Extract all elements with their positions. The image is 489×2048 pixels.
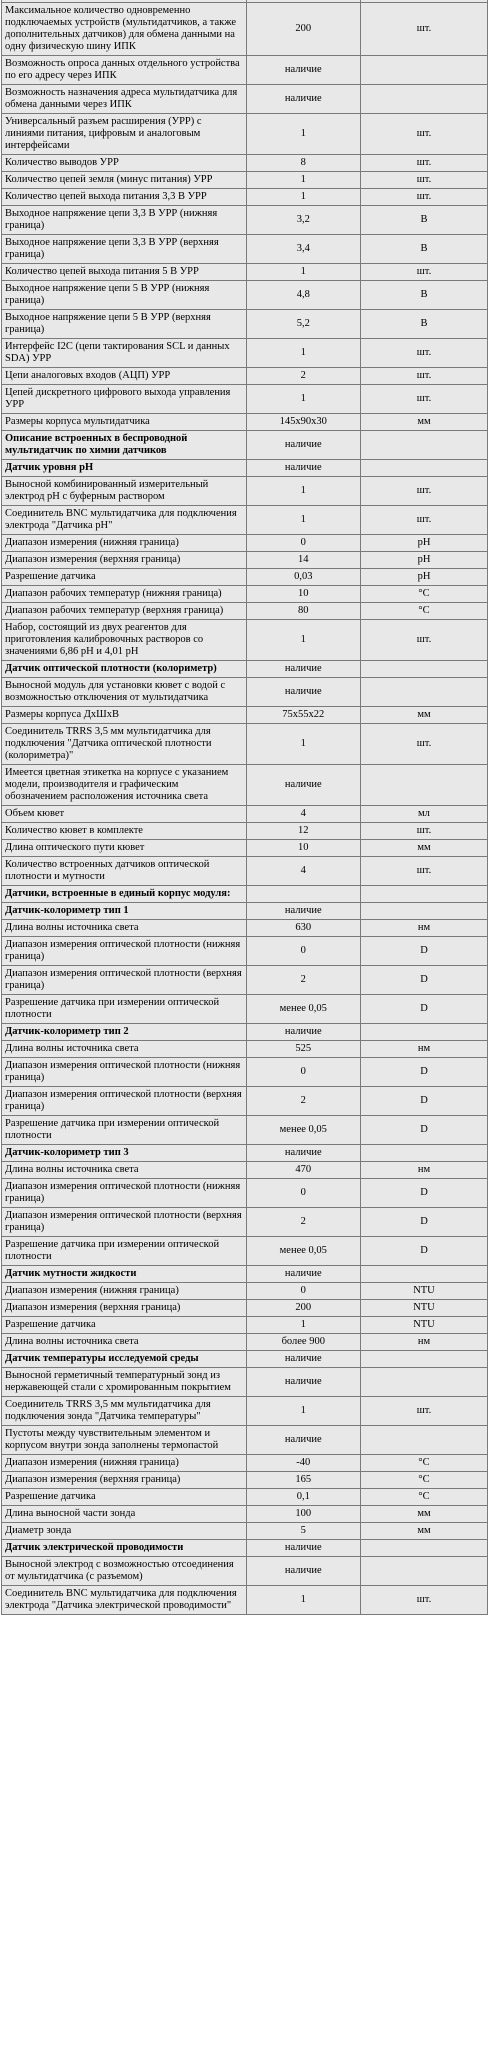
spec-row <box>2 56 488 85</box>
spec-value-cell: наличие <box>246 903 360 920</box>
spec-name-cell: Выносной герметичный температурный зонд из нержавеющей стали с хромированным покрытием <box>2 1368 247 1397</box>
spec-row <box>2 806 488 823</box>
spec-row <box>2 1455 488 1472</box>
spec-row <box>2 1237 488 1266</box>
section-row <box>2 1540 488 1557</box>
spec-unit-cell: мм <box>360 414 487 431</box>
spec-value-cell: 1 <box>246 620 360 661</box>
spec-row <box>2 339 488 368</box>
spec-value-cell: 1 <box>246 114 360 155</box>
spec-row <box>2 506 488 535</box>
spec-name-cell: Выносной модуль для установки кювет с водой с возможностью отключения от мультидатчика <box>2 678 247 707</box>
spec-row <box>2 172 488 189</box>
spec-name-cell: Датчики, встроенные в единый корпус модуля: <box>2 886 247 903</box>
spec-row <box>2 1058 488 1087</box>
spec-row <box>2 535 488 552</box>
spec-name-cell: Датчик-колориметр тип 2 <box>2 1024 247 1041</box>
spec-value-cell: 2 <box>246 966 360 995</box>
spec-unit-cell: нм <box>360 1334 487 1351</box>
spec-row <box>2 552 488 569</box>
spec-unit-cell: шт. <box>360 114 487 155</box>
spec-row <box>2 1300 488 1317</box>
spec-unit-cell: шт. <box>360 1586 487 1615</box>
spec-value-cell: 2 <box>246 368 360 385</box>
spec-name-cell: Выходное напряжение цепи 3,3 В УРР (верхняя граница) <box>2 235 247 264</box>
spec-value-cell: 2 <box>246 1087 360 1116</box>
spec-value-cell: наличие <box>246 1557 360 1586</box>
spec-name-cell: Возможность назначения адреса мультидатчика для обмена данными через ИПК <box>2 85 247 114</box>
spec-value-cell: 4 <box>246 806 360 823</box>
spec-row <box>2 206 488 235</box>
spec-row <box>2 765 488 806</box>
spec-value-cell: наличие <box>246 431 360 460</box>
spec-row <box>2 1557 488 1586</box>
spec-unit-cell: шт. <box>360 172 487 189</box>
spec-value-cell: 145х90х30 <box>246 414 360 431</box>
spec-row <box>2 1087 488 1116</box>
spec-row <box>2 1179 488 1208</box>
spec-row <box>2 1489 488 1506</box>
spec-unit-cell <box>360 1557 487 1586</box>
spec-name-cell: Возможность опроса данных отдельного устройства по его адресу через ИПК <box>2 56 247 85</box>
spec-name-cell: Количество цепей выхода питания 3,3 В УРР <box>2 189 247 206</box>
spec-unit-cell: D <box>360 1087 487 1116</box>
spec-row <box>2 603 488 620</box>
spec-name-cell: Диапазон рабочих температур (верхняя граница) <box>2 603 247 620</box>
spec-value-cell: наличие <box>246 1426 360 1455</box>
spec-value-cell: 1 <box>246 724 360 765</box>
spec-name-cell: Длина выносной части зонда <box>2 1506 247 1523</box>
spec-name-cell: Количество цепей выхода питания 5 В УРР <box>2 264 247 281</box>
spec-table-body <box>2 0 488 1615</box>
spec-unit-cell: шт. <box>360 620 487 661</box>
spec-name-cell: Соединитель TRRS 3,5 мм мультидатчика для подключения зонда "Датчика температуры" <box>2 1397 247 1426</box>
spec-row <box>2 1283 488 1300</box>
spec-name-cell: Диапазон измерения (верхняя граница) <box>2 1300 247 1317</box>
spec-unit-cell: шт. <box>360 264 487 281</box>
spec-name-cell: Длина волны источника света <box>2 1041 247 1058</box>
section-row <box>2 886 488 903</box>
spec-row <box>2 707 488 724</box>
spec-name-cell: Разрешение датчика <box>2 569 247 586</box>
spec-name-cell: Разрешение датчика при измерении оптической плотности <box>2 1116 247 1145</box>
spec-unit-cell <box>360 1145 487 1162</box>
spec-unit-cell: мм <box>360 707 487 724</box>
spec-unit-cell <box>360 903 487 920</box>
spec-unit-cell <box>360 1426 487 1455</box>
spec-name-cell: Соединитель TRRS 3,5 мм мультидатчика для подключения "Датчика оптической плотности (колориметра)" <box>2 724 247 765</box>
spec-unit-cell: шт. <box>360 857 487 886</box>
spec-value-cell: 1 <box>246 189 360 206</box>
spec-value-cell: 1 <box>246 385 360 414</box>
spec-value-cell: 1 <box>246 1586 360 1615</box>
spec-value-cell: 80 <box>246 603 360 620</box>
spec-unit-cell <box>360 886 487 903</box>
spec-name-cell: Диапазон рабочих температур (нижняя граница) <box>2 586 247 603</box>
spec-row <box>2 281 488 310</box>
spec-row <box>2 1397 488 1426</box>
spec-unit-cell: D <box>360 1116 487 1145</box>
spec-name-cell: Длина волны источника света <box>2 1162 247 1179</box>
spec-name-cell: Выходное напряжение цепи 5 В УРР (верхняя граница) <box>2 310 247 339</box>
spec-unit-cell: шт. <box>360 823 487 840</box>
spec-name-cell: Датчик-колориметр тип 1 <box>2 903 247 920</box>
spec-row <box>2 1586 488 1615</box>
spec-unit-cell: шт. <box>360 368 487 385</box>
spec-name-cell: Разрешение датчика при измерении оптической плотности <box>2 995 247 1024</box>
spec-row <box>2 1162 488 1179</box>
spec-name-cell: Диапазон измерения (нижняя граница) <box>2 1283 247 1300</box>
spec-name-cell: Диапазон измерения оптической плотности (верхняя граница) <box>2 1087 247 1116</box>
spec-name-cell: Количество выводов УРР <box>2 155 247 172</box>
spec-name-cell: Размеры корпуса мультидатчика <box>2 414 247 431</box>
spec-unit-cell: шт. <box>360 155 487 172</box>
spec-value-cell: наличие <box>246 1145 360 1162</box>
spec-value-cell <box>246 886 360 903</box>
spec-row <box>2 920 488 937</box>
spec-value-cell: 0 <box>246 937 360 966</box>
spec-unit-cell: шт. <box>360 724 487 765</box>
spec-row <box>2 3 488 56</box>
spec-name-cell: Цепи аналоговых входов (АЦП) УРР <box>2 368 247 385</box>
spec-value-cell: более 900 <box>246 1334 360 1351</box>
spec-name-cell: Диапазон измерения (верхняя граница) <box>2 552 247 569</box>
spec-name-cell: Выносной комбинированный измерительный электрод pH с буферным раствором <box>2 477 247 506</box>
spec-unit-cell: нм <box>360 1041 487 1058</box>
spec-value-cell: 0 <box>246 535 360 552</box>
spec-row <box>2 937 488 966</box>
spec-value-cell: наличие <box>246 1540 360 1557</box>
spec-value-cell: 8 <box>246 155 360 172</box>
spec-row <box>2 114 488 155</box>
spec-row <box>2 264 488 281</box>
spec-unit-cell <box>360 1368 487 1397</box>
spec-value-cell: 0,1 <box>246 1489 360 1506</box>
spec-unit-cell: D <box>360 966 487 995</box>
spec-value-cell: 75х55х22 <box>246 707 360 724</box>
spec-row <box>2 1334 488 1351</box>
spec-unit-cell: D <box>360 1058 487 1087</box>
spec-unit-cell: D <box>360 937 487 966</box>
spec-unit-cell: В <box>360 281 487 310</box>
spec-name-cell: Набор, состоящий из двух реагентов для приготовления калибровочных растворов со значениями 6,86 pH и 4,01 pH <box>2 620 247 661</box>
spec-row <box>2 1116 488 1145</box>
spec-row <box>2 235 488 264</box>
spec-unit-cell <box>360 431 487 460</box>
spec-value-cell: менее 0,05 <box>246 995 360 1024</box>
spec-name-cell: Датчик электрической проводимости <box>2 1540 247 1557</box>
spec-value-cell: 4,8 <box>246 281 360 310</box>
spec-value-cell: 1 <box>246 506 360 535</box>
spec-name-cell: Соединитель BNC мультидатчика для подключения электрода "Датчика электрической проводимости" <box>2 1586 247 1615</box>
spec-row <box>2 995 488 1024</box>
spec-unit-cell: нм <box>360 920 487 937</box>
spec-name-cell: Имеется цветная этикетка на корпусе с указанием модели, производителя и графическим обозначением расположения источника света <box>2 765 247 806</box>
spec-value-cell: 12 <box>246 823 360 840</box>
spec-unit-cell <box>360 56 487 85</box>
spec-name-cell: Выносной электрод с возможностью отсоединения от мультидатчика (с разъемом) <box>2 1557 247 1586</box>
spec-name-cell: Длина волны источника света <box>2 920 247 937</box>
spec-value-cell: 630 <box>246 920 360 937</box>
spec-value-cell: 1 <box>246 1397 360 1426</box>
spec-value-cell: 525 <box>246 1041 360 1058</box>
spec-unit-cell: В <box>360 235 487 264</box>
section-row <box>2 1351 488 1368</box>
spec-unit-cell: шт. <box>360 506 487 535</box>
spec-name-cell: Объем кювет <box>2 806 247 823</box>
spec-unit-cell: шт. <box>360 477 487 506</box>
spec-value-cell: 0,03 <box>246 569 360 586</box>
spec-unit-cell: мл <box>360 806 487 823</box>
spec-value-cell: 200 <box>246 3 360 56</box>
spec-row <box>2 823 488 840</box>
spec-name-cell: Разрешение датчика <box>2 1489 247 1506</box>
spec-name-cell: Диапазон измерения оптической плотности (верхняя граница) <box>2 966 247 995</box>
spec-row <box>2 1041 488 1058</box>
spec-name-cell: Пустоты между чувствительным элементом и корпусом внутри зонда заполнены термопастой <box>2 1426 247 1455</box>
spec-name-cell: Диапазон измерения (нижняя граница) <box>2 535 247 552</box>
spec-value-cell: 4 <box>246 857 360 886</box>
spec-unit-cell: °С <box>360 586 487 603</box>
spec-name-cell: Выходное напряжение цепи 3,3 В УРР (нижняя граница) <box>2 206 247 235</box>
spec-unit-cell: мм <box>360 1506 487 1523</box>
spec-name-cell: Количество встроенных датчиков оптической плотности и мутности <box>2 857 247 886</box>
spec-unit-cell: нм <box>360 1162 487 1179</box>
spec-name-cell: Датчик мутности жидкости <box>2 1266 247 1283</box>
spec-value-cell: 14 <box>246 552 360 569</box>
spec-name-cell: Датчик-колориметр тип 3 <box>2 1145 247 1162</box>
spec-unit-cell <box>360 460 487 477</box>
spec-row <box>2 368 488 385</box>
spec-name-cell: Датчик оптической плотности (колориметр) <box>2 661 247 678</box>
spec-row <box>2 1208 488 1237</box>
spec-name-cell: Датчик уровня pH <box>2 460 247 477</box>
spec-row <box>2 477 488 506</box>
spec-unit-cell <box>360 661 487 678</box>
spec-name-cell: Количество кювет в комплекте <box>2 823 247 840</box>
spec-value-cell: 5,2 <box>246 310 360 339</box>
spec-unit-cell: pH <box>360 569 487 586</box>
spec-name-cell: Цепей дискретного цифрового выхода управления УРР <box>2 385 247 414</box>
spec-unit-cell: NTU <box>360 1283 487 1300</box>
spec-row <box>2 1523 488 1540</box>
spec-unit-cell <box>360 678 487 707</box>
section-row <box>2 661 488 678</box>
spec-value-cell: наличие <box>246 85 360 114</box>
spec-value-cell: 10 <box>246 586 360 603</box>
spec-name-cell: Универсальный разъем расширения (УРР) с линиями питания, цифровым и аналоговым интерфейсами <box>2 114 247 155</box>
spec-value-cell: наличие <box>246 460 360 477</box>
spec-value-cell: 100 <box>246 1506 360 1523</box>
spec-unit-cell: шт. <box>360 3 487 56</box>
spec-value-cell: 3,2 <box>246 206 360 235</box>
spec-value-cell: наличие <box>246 661 360 678</box>
spec-name-cell: Выходное напряжение цепи 5 В УРР (нижняя граница) <box>2 281 247 310</box>
spec-unit-cell: D <box>360 1179 487 1208</box>
spec-value-cell: 0 <box>246 1058 360 1087</box>
spec-name-cell: Диаметр зонда <box>2 1523 247 1540</box>
spec-value-cell: 1 <box>246 477 360 506</box>
spec-unit-cell: °С <box>360 1455 487 1472</box>
section-row <box>2 903 488 920</box>
spec-value-cell: наличие <box>246 678 360 707</box>
spec-row <box>2 678 488 707</box>
spec-row <box>2 857 488 886</box>
spec-value-cell: менее 0,05 <box>246 1237 360 1266</box>
spec-unit-cell <box>360 1266 487 1283</box>
spec-unit-cell <box>360 1024 487 1041</box>
spec-row <box>2 310 488 339</box>
spec-name-cell: Диапазон измерения (нижняя граница) <box>2 1455 247 1472</box>
spec-unit-cell: D <box>360 1237 487 1266</box>
spec-value-cell: 1 <box>246 172 360 189</box>
spec-table <box>1 0 488 1615</box>
spec-unit-cell: D <box>360 1208 487 1237</box>
spec-unit-cell: мм <box>360 840 487 857</box>
spec-row <box>2 1506 488 1523</box>
spec-row <box>2 385 488 414</box>
spec-unit-cell <box>360 1351 487 1368</box>
spec-name-cell: Соединитель BNC мультидатчика для подключения электрода "Датчика pH" <box>2 506 247 535</box>
spec-unit-cell: В <box>360 206 487 235</box>
spec-row <box>2 1472 488 1489</box>
spec-unit-cell: D <box>360 995 487 1024</box>
spec-name-cell: Диапазон измерения (верхняя граница) <box>2 1472 247 1489</box>
spec-value-cell: 200 <box>246 1300 360 1317</box>
spec-unit-cell <box>360 1540 487 1557</box>
spec-row <box>2 724 488 765</box>
spec-value-cell: наличие <box>246 765 360 806</box>
section-row <box>2 1266 488 1283</box>
spec-name-cell: Количество цепей земля (минус питания) УРР <box>2 172 247 189</box>
spec-row <box>2 586 488 603</box>
spec-unit-cell: °С <box>360 1489 487 1506</box>
spec-unit-cell: мм <box>360 1523 487 1540</box>
spec-value-cell: -40 <box>246 1455 360 1472</box>
spec-row <box>2 1426 488 1455</box>
spec-value-cell: 165 <box>246 1472 360 1489</box>
spec-value-cell: наличие <box>246 1368 360 1397</box>
spec-unit-cell: шт. <box>360 1397 487 1426</box>
spec-name-cell: Датчик температуры исследуемой среды <box>2 1351 247 1368</box>
spec-row <box>2 569 488 586</box>
spec-value-cell: 0 <box>246 1179 360 1208</box>
spec-value-cell: наличие <box>246 56 360 85</box>
spec-value-cell: 470 <box>246 1162 360 1179</box>
spec-value-cell: 5 <box>246 1523 360 1540</box>
spec-unit-cell: pH <box>360 552 487 569</box>
spec-unit-cell: pH <box>360 535 487 552</box>
spec-value-cell: 1 <box>246 339 360 368</box>
spec-row <box>2 1317 488 1334</box>
spec-name-cell: Интерфейс I2C (цепи тактирования SCL и данных SDA) УРР <box>2 339 247 368</box>
spec-unit-cell: NTU <box>360 1300 487 1317</box>
spec-unit-cell: шт. <box>360 385 487 414</box>
section-row <box>2 460 488 477</box>
spec-name-cell: Максимальное количество одновременно подключаемых устройств (мультидатчиков, а также дополнительных датчиков) для обмена данными на одну физическую шину ИПК <box>2 3 247 56</box>
spec-unit-cell <box>360 85 487 114</box>
spec-row <box>2 966 488 995</box>
spec-name-cell: Диапазон измерения оптической плотности (верхняя граница) <box>2 1208 247 1237</box>
spec-name-cell: Длина оптического пути кювет <box>2 840 247 857</box>
spec-name-cell: Диапазон измерения оптической плотности (нижняя граница) <box>2 1179 247 1208</box>
spec-name-cell: Описание встроенных в беспроводной мультидатчик по химии датчиков <box>2 431 247 460</box>
spec-unit-cell: В <box>360 310 487 339</box>
spec-row <box>2 85 488 114</box>
spec-unit-cell <box>360 765 487 806</box>
spec-row <box>2 620 488 661</box>
spec-value-cell: 10 <box>246 840 360 857</box>
spec-value-cell: 1 <box>246 264 360 281</box>
spec-name-cell: Длина волны источника света <box>2 1334 247 1351</box>
spec-unit-cell: °С <box>360 1472 487 1489</box>
spec-value-cell: наличие <box>246 1266 360 1283</box>
spec-value-cell: менее 0,05 <box>246 1116 360 1145</box>
spec-value-cell: 3,4 <box>246 235 360 264</box>
spec-name-cell: Разрешение датчика при измерении оптической плотности <box>2 1237 247 1266</box>
spec-value-cell: 0 <box>246 1283 360 1300</box>
spec-row <box>2 189 488 206</box>
section-row <box>2 1024 488 1041</box>
spec-value-cell: наличие <box>246 1024 360 1041</box>
spec-row <box>2 840 488 857</box>
spec-row <box>2 155 488 172</box>
spec-name-cell: Диапазон измерения оптической плотности (нижняя граница) <box>2 1058 247 1087</box>
spec-unit-cell: шт. <box>360 339 487 368</box>
spec-row <box>2 1368 488 1397</box>
spec-row <box>2 414 488 431</box>
spec-unit-cell: NTU <box>360 1317 487 1334</box>
section-row <box>2 1145 488 1162</box>
section-row <box>2 431 488 460</box>
spec-value-cell: 2 <box>246 1208 360 1237</box>
spec-name-cell: Размеры корпуса ДхШхВ <box>2 707 247 724</box>
spec-unit-cell: °С <box>360 603 487 620</box>
spec-unit-cell: шт. <box>360 189 487 206</box>
spec-value-cell: 1 <box>246 1317 360 1334</box>
spec-value-cell: наличие <box>246 1351 360 1368</box>
spec-name-cell: Диапазон измерения оптической плотности (нижняя граница) <box>2 937 247 966</box>
spec-name-cell: Разрешение датчика <box>2 1317 247 1334</box>
